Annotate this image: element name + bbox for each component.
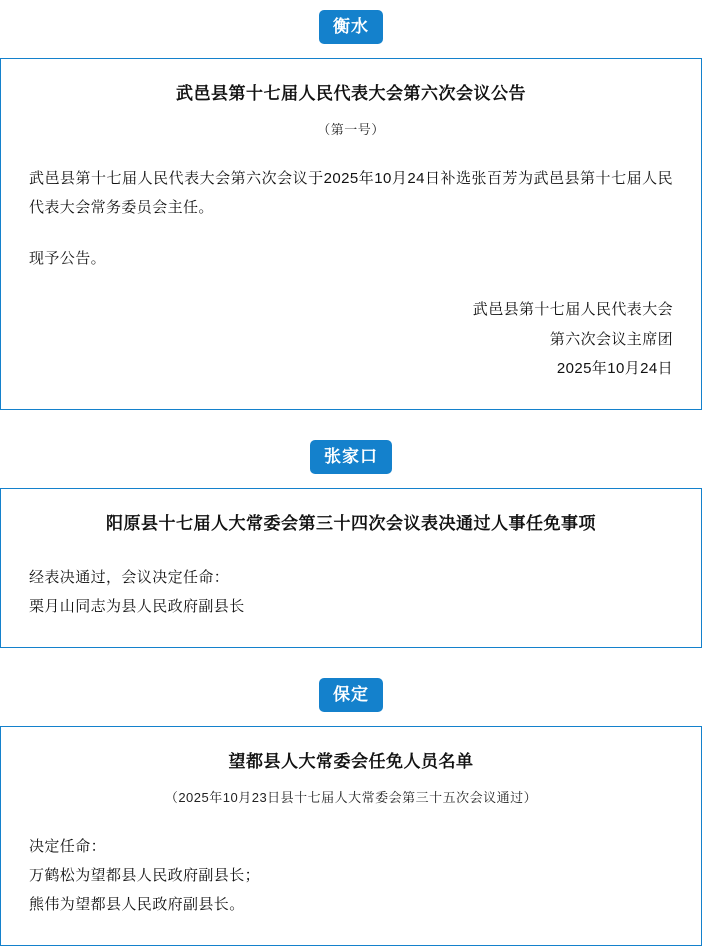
card-title-baoding: 望都县人大常委会任免人员名单 — [228, 752, 474, 771]
badge-card-spacer-2 — [0, 474, 702, 488]
title-body-gap-1 — [29, 138, 673, 164]
signature-line: 武邑县第十七届人民代表大会 — [472, 301, 673, 319]
region-badge-zhangjiakou: 张家口 — [310, 440, 392, 474]
announcement-card-baoding — [0, 726, 702, 946]
badge-row-zhangjiakou — [0, 440, 702, 474]
region-badge-hengshui: 衡水 — [319, 10, 383, 44]
card-title-zhangjiakou: 阳原县十七届人大常委会第三十四次会议表决通过人事任免事项 — [106, 514, 596, 533]
region-badge-baoding: 保定 — [319, 678, 383, 712]
section-baoding — [0, 678, 702, 946]
paragraph: 决定任命： — [29, 837, 107, 855]
badge-card-spacer-1 — [0, 44, 702, 58]
title-body-gap-2 — [29, 537, 673, 563]
announcement-card-zhangjiakou — [0, 488, 702, 648]
card-body-baoding — [29, 832, 673, 920]
section-spacer-2 — [0, 648, 702, 678]
body-signature-gap — [29, 273, 673, 295]
badge-card-spacer-3 — [0, 712, 702, 726]
badge-row-hengshui — [0, 10, 702, 44]
paragraph: 万鹤松为望都县人民政府副县长； — [29, 866, 261, 884]
paragraph: 熊伟为望都县人民政府副县长。 — [29, 896, 245, 913]
paragraph: 经表决通过，会议决定任命： — [29, 568, 230, 586]
paragraph: 栗月山同志为县人民政府副县长 — [29, 597, 245, 615]
card-body-zhangjiakou — [29, 563, 673, 622]
signature-line: 第六次会议主席团 — [549, 330, 673, 348]
paragraph-gap — [29, 222, 673, 244]
section-hengshui — [0, 10, 702, 410]
signature-block-hengshui — [29, 295, 673, 383]
section-spacer-1 — [0, 410, 702, 440]
signature-date: 2025年10月24日 — [556, 359, 673, 377]
card-title-hengshui: 武邑县第十七届人民代表大会第六次会议公告 — [176, 84, 526, 103]
title-body-gap-3 — [29, 806, 673, 832]
announcement-card-hengshui — [0, 58, 702, 410]
paragraph: 现予公告。 — [29, 250, 107, 267]
paragraph: 武邑县第十七届人民代表大会第六次会议于2025年10月24日补选张百芳为武邑县第十七届人民代表大会常务委员会主任。 — [29, 169, 673, 216]
card-subtitle-hengshui: （第一号） — [317, 121, 385, 137]
top-spacer — [0, 0, 702, 10]
card-body-hengshui — [29, 164, 673, 274]
card-subtitle-baoding: （2025年10月23日县十七届人大常委会第三十五次会议通过） — [164, 789, 538, 805]
section-zhangjiakou — [0, 440, 702, 648]
badge-row-baoding — [0, 678, 702, 712]
